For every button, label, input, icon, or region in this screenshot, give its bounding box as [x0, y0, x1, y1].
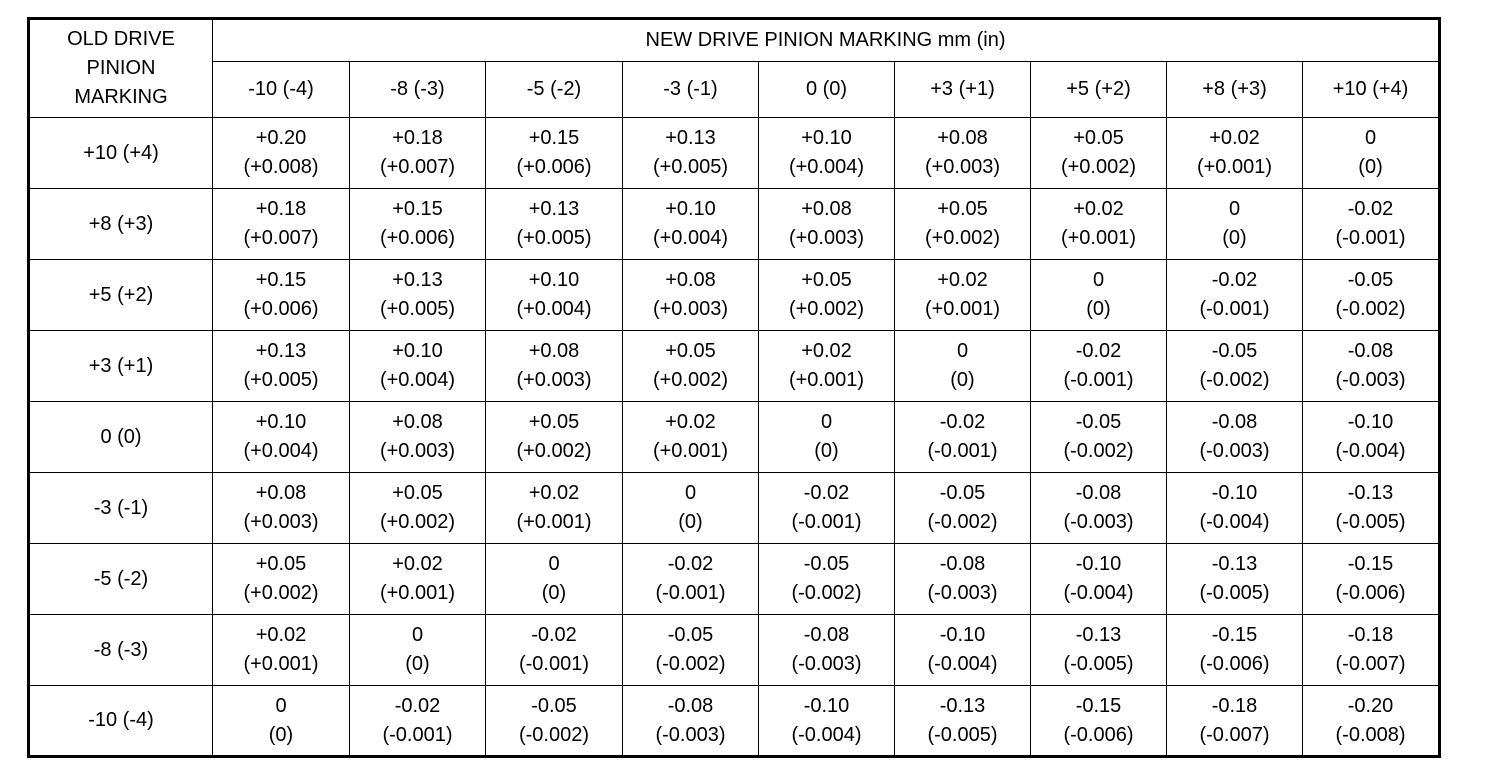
adjustment-in: (-0.002): [1063, 440, 1134, 462]
adjustment-cell: [623, 331, 759, 402]
adjustment-in: (+0.007): [379, 156, 456, 178]
adjustment-cell: [895, 260, 1031, 331]
adjustment-in: (+0.001): [788, 369, 865, 391]
adjustment-cell: [1167, 260, 1303, 331]
adjustment-mm: -0.02: [531, 624, 577, 646]
adjustment-in: (+0.002): [652, 369, 729, 391]
new-marking-column-header: +10 (+4): [1303, 62, 1440, 118]
adjustment-mm: +0.05: [528, 411, 580, 433]
adjustment-mm: +0.05: [937, 198, 988, 220]
adjustment-cell: [1167, 686, 1303, 757]
adjustment-cell: [213, 331, 350, 402]
adjustment-cell: [1303, 686, 1440, 757]
adjustment-mm: -0.05: [1075, 411, 1122, 433]
adjustment-mm: -0.08: [803, 624, 850, 646]
adjustment-in: (+0.004): [652, 227, 729, 249]
adjustment-in: (+0.003): [379, 440, 456, 462]
adjustment-mm: +0.02: [255, 624, 307, 646]
table-row: [29, 260, 1440, 331]
adjustment-in: (-0.005): [927, 723, 998, 746]
adjustment-in: (+0.004): [788, 156, 865, 178]
adjustment-mm: 0: [820, 411, 833, 433]
adjustment-cell: [895, 473, 1031, 544]
adjustment-in: (-0.007): [1335, 653, 1406, 675]
adjustment-cell: [213, 118, 350, 189]
adjustment-in: (-0.003): [1335, 369, 1406, 391]
adjustment-in: (+0.006): [516, 156, 592, 178]
adjustment-in: (-0.003): [791, 653, 862, 675]
adjustment-mm: -0.10: [939, 624, 986, 646]
old-marking-row-label: -3 (-1): [29, 473, 213, 544]
adjustment-mm: 0: [956, 340, 969, 362]
adjustment-cell: [759, 544, 895, 615]
adjustment-mm: -0.10: [803, 694, 850, 717]
adjustment-mm: -0.02: [803, 482, 850, 504]
adjustment-mm: -0.18: [1211, 694, 1258, 717]
adjustment-in: (+0.002): [243, 582, 319, 604]
adjustment-mm: -0.08: [1211, 411, 1258, 433]
adjustment-cell: [486, 189, 623, 260]
adjustment-mm: 0: [411, 624, 424, 646]
adjustment-cell: [759, 402, 895, 473]
adjustment-cell: [350, 473, 486, 544]
adjustment-in: (-0.002): [791, 582, 862, 604]
adjustment-in: (-0.001): [1335, 227, 1406, 249]
adjustment-cell: [623, 615, 759, 686]
adjustment-mm: -0.15: [1211, 624, 1258, 646]
adjustment-in: (-0.002): [655, 653, 726, 675]
adjustment-cell: [1031, 615, 1167, 686]
adjustment-in: (-0.006): [1335, 582, 1406, 604]
adjustment-mm: -0.18: [1347, 624, 1394, 646]
adjustment-mm: +0.02: [392, 553, 443, 575]
table-row: [29, 118, 1440, 189]
adjustment-in: (+0.001): [516, 511, 592, 533]
adjustment-in: (0): [1222, 227, 1247, 249]
adjustment-cell: [350, 402, 486, 473]
adjustment-cell: [213, 189, 350, 260]
adjustment-in: (-0.001): [791, 511, 862, 533]
adjustment-cell: [350, 189, 486, 260]
adjustment-in: (-0.003): [1063, 511, 1134, 533]
adjustment-in: (+0.003): [243, 511, 319, 533]
adjustment-cell: [486, 544, 623, 615]
adjustment-in: (+0.001): [652, 440, 729, 462]
adjustment-cell: [1167, 331, 1303, 402]
adjustment-cell: [1031, 331, 1167, 402]
adjustment-mm: -0.13: [1347, 482, 1394, 504]
adjustment-in: (0): [1086, 298, 1111, 320]
adjustment-mm: -0.15: [1347, 553, 1394, 575]
new-marking-column-header: -5 (-2): [486, 62, 623, 118]
old-marking-row-label: +8 (+3): [29, 189, 213, 260]
table-row: [29, 615, 1440, 686]
adjustment-in: (+0.001): [1196, 156, 1273, 178]
adjustment-cell: [759, 686, 895, 757]
adjustment-mm: 0: [1228, 198, 1241, 220]
adjustment-cell: [213, 686, 350, 757]
adjustment-in: (+0.002): [379, 511, 456, 533]
adjustment-in: (0): [405, 653, 430, 675]
adjustment-cell: [486, 331, 623, 402]
adjustment-in: (-0.006): [1199, 653, 1270, 675]
adjustment-mm: -0.02: [394, 694, 441, 717]
adjustment-cell: [1303, 544, 1440, 615]
adjustment-cell: [1031, 473, 1167, 544]
adjustment-cell: [486, 686, 623, 757]
adjustment-mm: -0.05: [1347, 269, 1394, 291]
adjustment-mm: +0.02: [665, 411, 716, 433]
table-row: [29, 544, 1440, 615]
adjustment-cell: [759, 615, 895, 686]
adjustment-mm: -0.05: [939, 482, 986, 504]
adjustment-cell: [759, 189, 895, 260]
adjustment-in: (-0.004): [1335, 440, 1406, 462]
adjustment-mm: +0.02: [801, 340, 852, 362]
new-marking-column-header: -10 (-4): [213, 62, 350, 118]
adjustment-cell: [895, 544, 1031, 615]
adjustment-in: (-0.002): [927, 511, 998, 533]
adjustment-in: (0): [268, 723, 294, 746]
adjustment-cell: [350, 331, 486, 402]
adjustment-cell: [1031, 402, 1167, 473]
adjustment-cell: [1167, 189, 1303, 260]
adjustment-mm: +0.05: [1073, 127, 1124, 149]
old-marking-row-label: +5 (+2): [29, 260, 213, 331]
adjustment-mm: +0.15: [392, 198, 443, 220]
adjustment-mm: -0.02: [667, 553, 714, 575]
table-row: [29, 473, 1440, 544]
adjustment-mm: -0.08: [1347, 340, 1394, 362]
adjustment-cell: [1031, 260, 1167, 331]
adjustment-cell: [213, 402, 350, 473]
new-drive-pinion-marking-header: NEW DRIVE PINION MARKING mm (in): [213, 19, 1440, 62]
adjustment-in: (+0.003): [516, 369, 592, 391]
adjustment-cell: [486, 260, 623, 331]
adjustment-in: (-0.004): [1199, 511, 1270, 533]
adjustment-in: (0): [541, 582, 567, 604]
adjustment-cell: [623, 189, 759, 260]
new-marking-column-header: +3 (+1): [895, 62, 1031, 118]
adjustment-mm: +0.15: [528, 127, 580, 149]
adjustment-in: (+0.002): [788, 298, 865, 320]
adjustment-cell: [486, 615, 623, 686]
adjustment-mm: -0.10: [1347, 411, 1394, 433]
table-row: [29, 189, 1440, 260]
adjustment-cell: [759, 331, 895, 402]
adjustment-in: (+0.002): [516, 440, 592, 462]
adjustment-in: (-0.008): [1335, 723, 1406, 746]
new-marking-column-header: 0 (0): [759, 62, 895, 118]
adjustment-mm: -0.05: [531, 694, 577, 717]
adjustment-cell: [1303, 615, 1440, 686]
adjustment-in: (-0.002): [1199, 369, 1270, 391]
adjustment-mm: +0.10: [801, 127, 852, 149]
adjustment-in: (+0.003): [788, 227, 865, 249]
adjustment-cell: [213, 544, 350, 615]
table-row: [29, 331, 1440, 402]
adjustment-mm: 0: [1364, 127, 1377, 149]
adjustment-mm: +0.18: [255, 198, 307, 220]
adjustment-cell: [623, 402, 759, 473]
adjustment-in: (+0.003): [652, 298, 729, 320]
adjustment-cell: [213, 615, 350, 686]
adjustment-in: (-0.001): [382, 723, 453, 746]
new-marking-column-header: +8 (+3): [1167, 62, 1303, 118]
new-marking-column-header: -8 (-3): [350, 62, 486, 118]
adjustment-cell: [1303, 402, 1440, 473]
adjustment-mm: +0.05: [665, 340, 716, 362]
adjustment-mm: +0.10: [392, 340, 443, 362]
new-marking-column-header: -3 (-1): [623, 62, 759, 118]
adjustment-cell: [759, 473, 895, 544]
adjustment-in: (+0.005): [516, 227, 592, 249]
adjustment-in: (+0.004): [379, 369, 456, 391]
adjustment-cell: [350, 118, 486, 189]
adjustment-in: (-0.001): [655, 582, 726, 604]
adjustment-mm: +0.02: [1073, 198, 1124, 220]
adjustment-cell: [486, 473, 623, 544]
adjustment-in: (0): [814, 440, 839, 462]
adjustment-mm: 0: [275, 694, 287, 717]
adjustment-in: (-0.001): [927, 440, 998, 462]
adjustment-mm: 0: [548, 553, 560, 575]
adjustment-in: (-0.002): [518, 723, 590, 746]
adjustment-cell: [1303, 118, 1440, 189]
adjustment-mm: +0.02: [937, 269, 988, 291]
adjustment-mm: +0.10: [528, 269, 580, 291]
adjustment-in: (+0.001): [924, 298, 1001, 320]
adjustment-in: (+0.006): [243, 298, 319, 320]
adjustment-in: (-0.007): [1199, 723, 1270, 746]
adjustment-mm: -0.10: [1075, 553, 1122, 575]
old-marking-row-label: -5 (-2): [29, 544, 213, 615]
adjustment-mm: -0.13: [1211, 553, 1258, 575]
adjustment-mm: +0.02: [1209, 127, 1260, 149]
adjustment-cell: [895, 189, 1031, 260]
adjustment-in: (+0.007): [243, 227, 319, 249]
adjustment-cell: [1303, 331, 1440, 402]
adjustment-in: (-0.003): [927, 582, 998, 604]
old-header-line: MARKING: [74, 86, 168, 108]
adjustment-in: (-0.001): [518, 653, 590, 675]
adjustment-mm: -0.08: [939, 553, 986, 575]
adjustment-mm: -0.02: [1211, 269, 1258, 291]
adjustment-mm: +0.08: [937, 127, 988, 149]
adjustment-cell: [1303, 189, 1440, 260]
adjustment-in: (-0.005): [1335, 511, 1406, 533]
adjustment-mm: -0.10: [1211, 482, 1258, 504]
adjustment-mm: 0: [1092, 269, 1105, 291]
adjustment-cell: [1167, 544, 1303, 615]
adjustment-mm: -0.02: [939, 411, 986, 433]
adjustment-cell: [350, 615, 486, 686]
adjustment-mm: +0.02: [528, 482, 580, 504]
adjustment-cell: [623, 118, 759, 189]
adjustment-in: (0): [950, 369, 975, 391]
adjustment-mm: +0.13: [255, 340, 307, 362]
adjustment-cell: [895, 686, 1031, 757]
adjustment-in: (-0.003): [1199, 440, 1270, 462]
adjustment-mm: 0: [684, 482, 697, 504]
adjustment-mm: -0.13: [1075, 624, 1122, 646]
adjustment-mm: +0.15: [255, 269, 307, 291]
adjustment-in: (+0.001): [1060, 227, 1137, 249]
adjustment-mm: +0.08: [255, 482, 307, 504]
adjustment-mm: +0.08: [801, 198, 852, 220]
header-row: [29, 19, 1440, 62]
adjustment-cell: [1031, 686, 1167, 757]
adjustment-cell: [623, 544, 759, 615]
adjustment-mm: +0.20: [255, 127, 307, 149]
adjustment-mm: +0.08: [392, 411, 443, 433]
pinion-marking-table: [27, 17, 1441, 758]
adjustment-in: (+0.002): [924, 227, 1001, 249]
adjustment-cell: [1031, 544, 1167, 615]
adjustment-cell: [350, 260, 486, 331]
adjustment-cell: [1167, 473, 1303, 544]
old-marking-row-label: +10 (+4): [29, 118, 213, 189]
adjustment-cell: [350, 686, 486, 757]
adjustment-cell: [895, 118, 1031, 189]
adjustment-mm: -0.20: [1347, 694, 1394, 717]
adjustment-mm: -0.02: [1347, 198, 1394, 220]
old-marking-row-label: 0 (0): [29, 402, 213, 473]
adjustment-in: (-0.003): [655, 723, 726, 746]
adjustment-in: (0): [678, 511, 703, 533]
adjustment-cell: [895, 615, 1031, 686]
adjustment-cell: [350, 544, 486, 615]
new-marking-column-header: +5 (+2): [1031, 62, 1167, 118]
adjustment-cell: [486, 118, 623, 189]
adjustment-in: (-0.005): [1063, 653, 1134, 675]
old-marking-row-label: -10 (-4): [29, 686, 213, 757]
adjustment-in: (+0.004): [243, 440, 319, 462]
adjustment-in: (-0.004): [791, 723, 862, 746]
adjustment-in: (-0.005): [1199, 582, 1270, 604]
adjustment-cell: [1031, 189, 1167, 260]
adjustment-in: (-0.001): [1063, 369, 1134, 391]
adjustment-mm: -0.05: [667, 624, 714, 646]
adjustment-cell: [213, 473, 350, 544]
adjustment-cell: [1303, 473, 1440, 544]
adjustment-in: (+0.005): [379, 298, 456, 320]
old-marking-row-label: -8 (-3): [29, 615, 213, 686]
adjustment-in: (+0.006): [379, 227, 456, 249]
adjustment-in: (+0.008): [243, 156, 319, 178]
adjustment-cell: [1303, 260, 1440, 331]
adjustment-mm: -0.13: [939, 694, 986, 717]
adjustment-in: (-0.004): [1063, 582, 1134, 604]
table-row: [29, 402, 1440, 473]
adjustment-mm: +0.05: [392, 482, 443, 504]
adjustment-mm: -0.05: [803, 553, 850, 575]
adjustment-in: (-0.001): [1199, 298, 1270, 320]
adjustment-cell: [623, 260, 759, 331]
old-header-line: OLD DRIVE: [67, 28, 175, 50]
old-header-line: PINION: [86, 57, 156, 79]
adjustment-mm: +0.13: [528, 198, 580, 220]
adjustment-in: (+0.001): [379, 582, 456, 604]
adjustment-cell: [213, 260, 350, 331]
adjustment-in: (-0.004): [927, 653, 998, 675]
adjustment-mm: +0.10: [255, 411, 307, 433]
adjustment-mm: +0.05: [801, 269, 852, 291]
old-marking-row-label: +3 (+1): [29, 331, 213, 402]
adjustment-in: (-0.002): [1335, 298, 1406, 320]
new-marking-values-row: [29, 62, 1440, 118]
adjustment-cell: [759, 260, 895, 331]
adjustment-mm: +0.18: [392, 127, 443, 149]
adjustment-in: (+0.001): [243, 653, 319, 675]
adjustment-in: (+0.002): [1060, 156, 1137, 178]
adjustment-in: (+0.005): [243, 369, 319, 391]
adjustment-mm: +0.05: [255, 553, 307, 575]
adjustment-cell: [1167, 402, 1303, 473]
adjustment-in: (-0.006): [1063, 723, 1134, 746]
old-drive-pinion-marking-header: [29, 19, 213, 118]
adjustment-cell: [1031, 118, 1167, 189]
adjustment-mm: -0.05: [1211, 340, 1258, 362]
adjustment-cell: [1167, 615, 1303, 686]
adjustment-mm: -0.08: [1075, 482, 1122, 504]
adjustment-cell: [895, 331, 1031, 402]
adjustment-mm: +0.13: [665, 127, 716, 149]
adjustment-in: (+0.004): [516, 298, 592, 320]
adjustment-mm: +0.08: [528, 340, 580, 362]
adjustment-mm: +0.13: [392, 269, 443, 291]
adjustment-mm: -0.15: [1075, 694, 1122, 717]
adjustment-cell: [623, 473, 759, 544]
adjustment-mm: -0.02: [1075, 340, 1122, 362]
adjustment-mm: +0.10: [665, 198, 716, 220]
adjustment-in: (+0.003): [924, 156, 1001, 178]
adjustment-in: (0): [1358, 156, 1383, 178]
adjustment-cell: [1167, 118, 1303, 189]
adjustment-in: (+0.005): [652, 156, 729, 178]
adjustment-cell: [759, 118, 895, 189]
adjustment-mm: -0.08: [667, 694, 714, 717]
adjustment-cell: [895, 402, 1031, 473]
table-row: [29, 686, 1440, 757]
adjustment-mm: +0.08: [665, 269, 716, 291]
adjustment-cell: [623, 686, 759, 757]
adjustment-cell: [486, 402, 623, 473]
